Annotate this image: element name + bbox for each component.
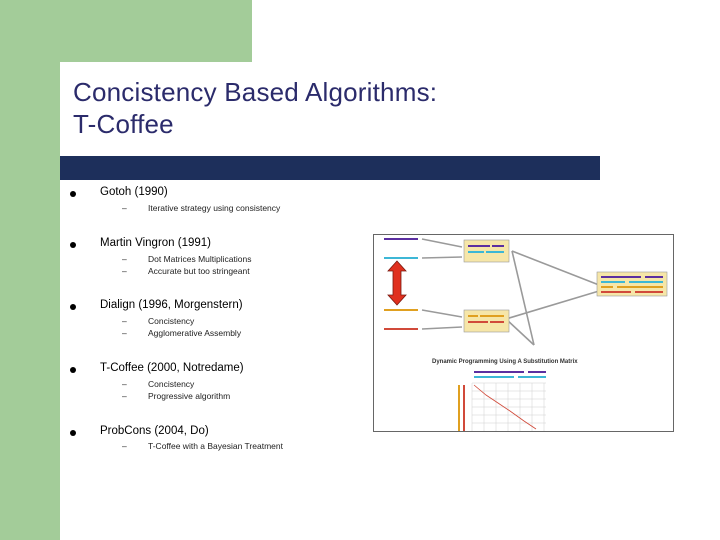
dash-icon: – [122,379,127,389]
bullet-dot-icon [70,304,76,310]
bullet-label: ProbCons (2004, Do) [100,425,209,437]
bullet-label: Gotoh (1990) [100,186,168,198]
connector-lines [422,239,599,345]
title-divider-band [60,156,600,180]
dash-icon: – [122,391,127,401]
sub-bullet-text: Concistency [148,316,195,326]
bullet-label: Dialign (1996, Morgenstern) [100,299,243,311]
dash-icon: – [122,254,127,264]
slide-title-line1: Concistency Based Algorithms: [73,77,438,107]
bullet-label: T-Coffee (2000, Notredame) [100,362,244,374]
pairwise-box-top [464,240,509,262]
sub-bullet-text: T-Coffee with a Bayesian Treatment [148,441,283,451]
sub-bullet-text: Iterative strategy using consistency [148,203,281,213]
dp-matrix [458,371,546,431]
green-left-margin [0,0,60,540]
merged-alignment-box [597,272,667,296]
sub-bullet-text: Concistency [148,379,195,389]
dash-icon: – [122,316,127,326]
pairwise-box-bottom [464,310,509,332]
slide-title [73,76,437,140]
bullet-dot-icon [70,430,76,436]
bullet-dot-icon [70,367,76,373]
sub-bullet-text: Dot Matrices Multiplications [148,254,252,264]
bullet-label: Martin Vingron (1991) [100,237,212,249]
dash-icon: – [122,266,127,276]
consistency-diagram [373,234,674,432]
dash-icon: – [122,441,127,451]
sub-bullet-text: Progressive algorithm [148,391,231,401]
bullet-dot-icon [70,242,76,248]
sub-bullet-text: Agglomerative Assembly [148,328,242,338]
slide-title-line2: T-Coffee [73,109,174,139]
dash-icon: – [122,328,127,338]
double-arrow-icon [388,261,406,305]
figure-caption: Dynamic Programming Using A Substitution Matrix [432,359,578,365]
dash-icon: – [122,203,127,213]
bullet-dot-icon [70,191,76,197]
sub-bullet-text: Accurate but too stringeant [148,266,250,276]
